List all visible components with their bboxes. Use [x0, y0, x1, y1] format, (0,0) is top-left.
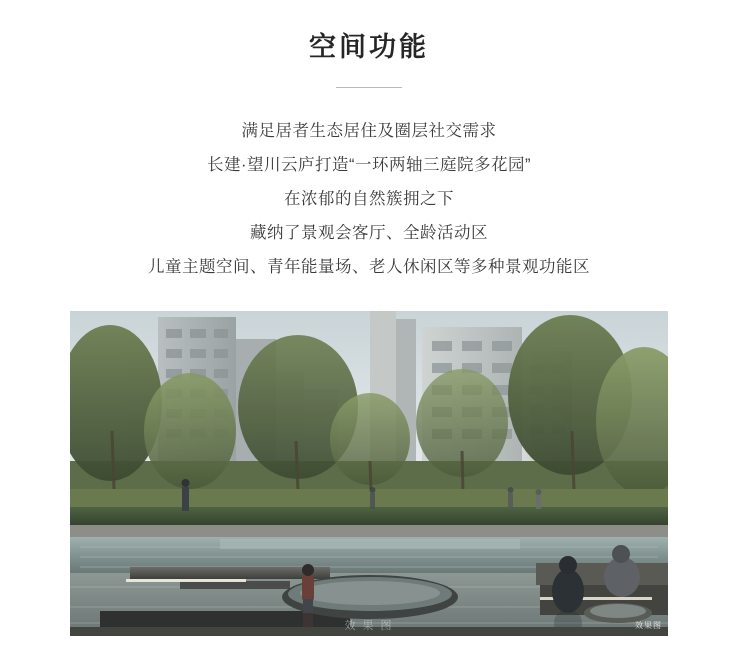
- title-divider: [336, 87, 402, 88]
- image-watermark: 效果图: [635, 621, 662, 630]
- page-title: 空间功能: [309, 32, 429, 62]
- body-line-2: 长建·望川云庐打造“一环两轴三庭院多花园”: [207, 156, 531, 175]
- landscape-rendering-image: [70, 311, 668, 636]
- image-bottom-watermark: 效 果 图: [344, 620, 394, 632]
- body-line-4: 藏纳了景观会客厅、全龄活动区: [250, 224, 488, 243]
- body-text-block: [0, 114, 738, 284]
- body-line-1: 满足居者生态居住及圈层社交需求: [241, 122, 497, 141]
- body-line-3: 在浓郁的自然簇拥之下: [284, 190, 454, 209]
- title-divider-wrapper: [0, 87, 738, 88]
- figure-child: [302, 564, 314, 613]
- landscape-rendering-svg: [70, 311, 668, 636]
- figure-standing-left: [182, 479, 190, 511]
- body-line-5: 儿童主题空间、青年能量场、老人休闲区等多种景观功能区: [148, 258, 590, 277]
